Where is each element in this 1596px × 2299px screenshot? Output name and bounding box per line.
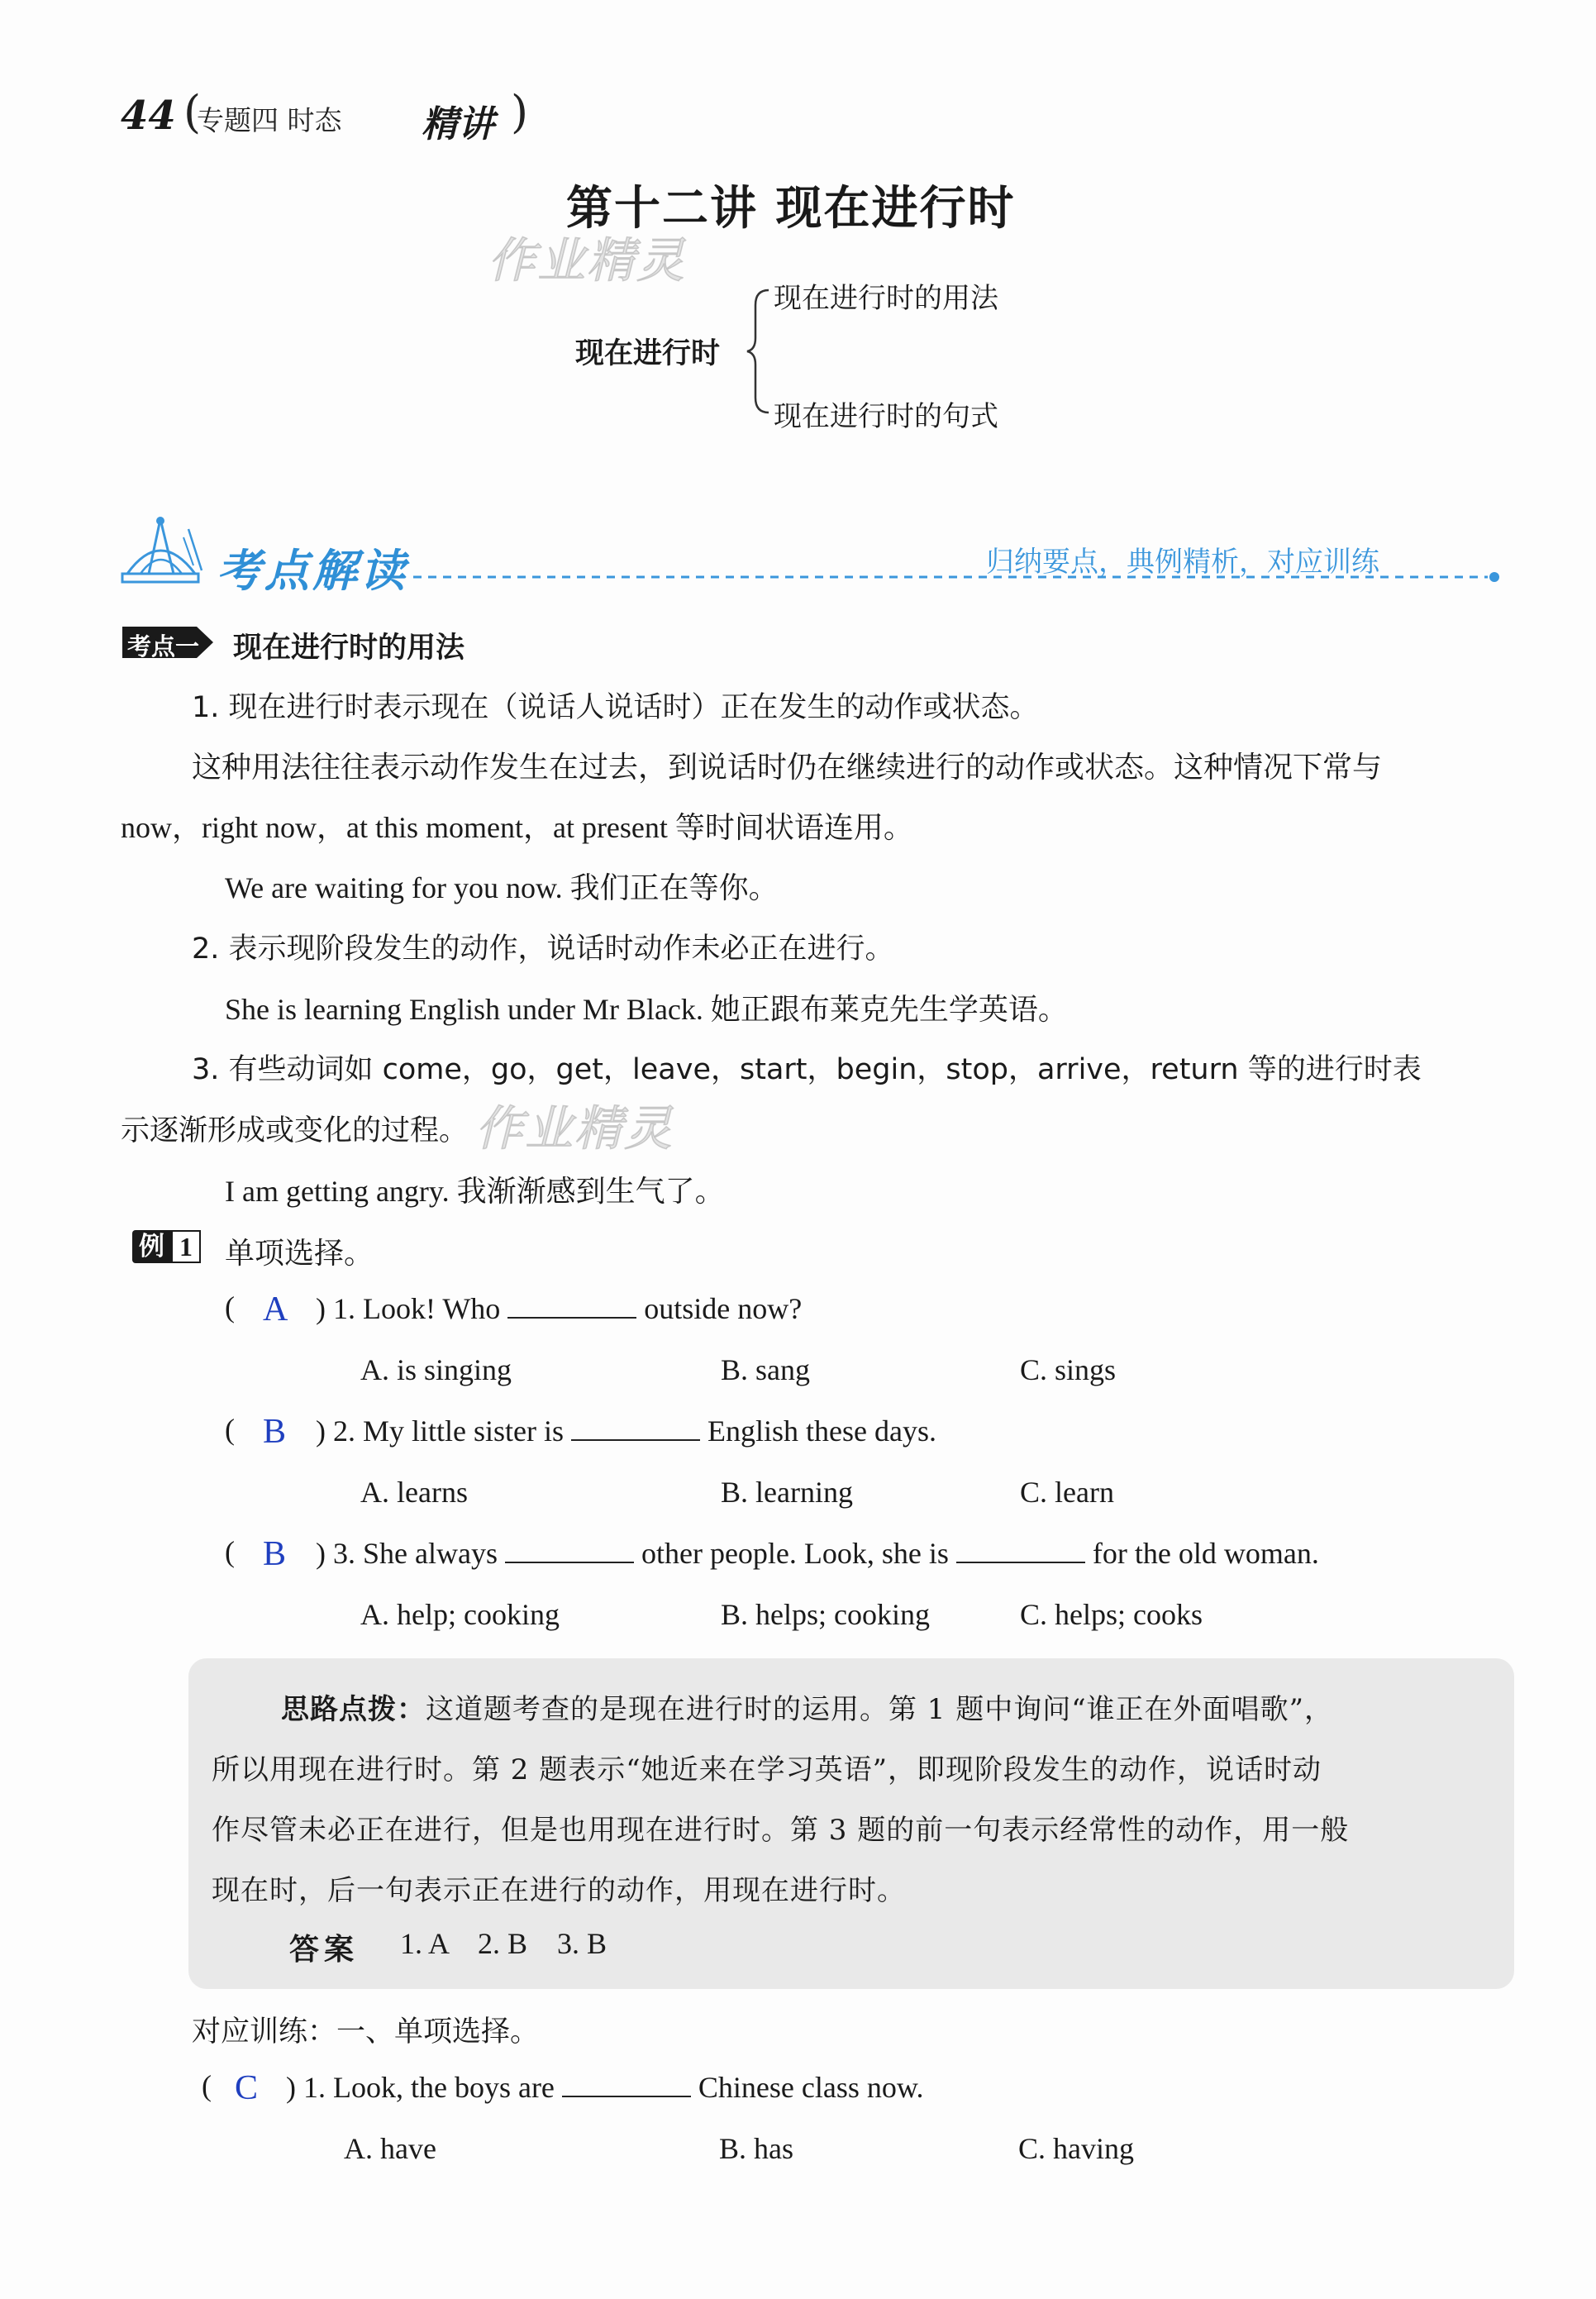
q3-stem-b: other people. Look, she is: [641, 1537, 949, 1570]
example-badge-word: 例: [132, 1230, 171, 1263]
q1-blank: [507, 1292, 636, 1319]
usage-point-3-example: I am getting angry. 我渐渐感到生气了。: [225, 1175, 725, 1208]
hint-answer-label: 答案: [289, 1933, 360, 1967]
hint-answers: 1. A 2. B 3. B: [400, 1927, 607, 1960]
mind-map-root: 现在进行时: [575, 337, 721, 370]
p1-option-b: B. has: [719, 2132, 793, 2165]
q2-stem: [316, 1414, 936, 1448]
q2-answer: B: [263, 1413, 287, 1451]
p1-paren: (: [202, 2069, 212, 2102]
usage-point-1-example: We are waiting for you now. 我们正在等你。: [225, 871, 779, 904]
usage-point-1-explanation-line2: now，right now，at this moment，at present 等时间状语连用。: [121, 811, 913, 844]
p1-option-a: A. have: [344, 2132, 436, 2165]
usage-point-2: 2. 表示现阶段发生的动作，说话时动作未必正在进行。: [192, 932, 894, 966]
section-dashed-rule: [413, 570, 1504, 584]
hint-line-2: 所以用现在进行时。第 2 题表示“她近来在学习英语”，即现阶段发生的动作，说话时动: [212, 1753, 1322, 1786]
usage-point-1: 1. 现在进行时表示现在（说话人说话时）正在发生的动作或状态。: [192, 691, 1039, 724]
q3-option-b: B. helps; cooking: [721, 1598, 930, 1631]
q2-stem-a: ) 2. My little sister is: [316, 1414, 564, 1448]
section-title: 考点解读: [217, 545, 408, 597]
q1-answer: A: [263, 1290, 288, 1328]
usage-point-1-explanation-line1: 这种用法往往表示动作发生在过去，到说话时仍在继续进行的动作或状态。这种情况下常与: [192, 751, 1383, 784]
lesson-title: 第十二讲 现在进行时: [566, 182, 1016, 236]
q2-paren: (: [225, 1413, 235, 1446]
header-series: 专题四 时态: [197, 104, 342, 136]
ruler-compass-icon: [116, 513, 207, 589]
q3-blank-1: [505, 1537, 634, 1563]
q2-option-a: A. learns: [360, 1476, 468, 1509]
mind-map-branch-sentence: 现在进行时的句式: [774, 400, 998, 433]
q3-option-a: A. help; cooking: [360, 1598, 560, 1631]
hint-label: 思路点拨：: [281, 1693, 426, 1726]
header-paren-open: (: [183, 86, 202, 138]
example-badge-number: 1: [171, 1230, 201, 1263]
p1-option-c: C. having: [1018, 2132, 1134, 2165]
p1-stem: [286, 2070, 924, 2105]
practice-heading: 对应训练：一、单项选择。: [192, 2015, 540, 2049]
q3-stem: [316, 1536, 1319, 1571]
p1-stem-a: ) 1. Look, the boys are: [286, 2071, 555, 2104]
hint-line-4: 现在时，后一句表示正在进行的动作，用现在进行时。: [212, 1874, 906, 1907]
q1-option-b: B. sang: [721, 1353, 810, 1386]
usage-point-3-line2: 示逐渐形成或变化的过程。: [121, 1114, 469, 1147]
mind-map-branch-usage: 现在进行时的用法: [774, 282, 998, 315]
example-instruction: 单项选择。: [225, 1237, 374, 1271]
example-badge: [132, 1230, 201, 1263]
hint-line-1-text: 这道题考查的是现在进行时的运用。第 1 题中询问“谁正在外面唱歌”，: [426, 1693, 1334, 1726]
q1-stem: [316, 1291, 802, 1326]
q2-stem-b: English these days.: [707, 1414, 936, 1448]
q3-paren: (: [225, 1535, 235, 1568]
q1-option-a: A. is singing: [360, 1353, 512, 1386]
q3-stem-c: for the old woman.: [1092, 1537, 1319, 1570]
q1-paren: (: [225, 1290, 235, 1324]
hint-line-3: 作尽管未必正在进行，但是也用现在进行时。第 3 题的前一句表示经常性的动作，用一般: [212, 1814, 1350, 1847]
p1-stem-b: Chinese class now.: [698, 2071, 924, 2104]
key-point-heading: 现在进行时的用法: [233, 632, 465, 665]
key-point-badge: 考点一: [127, 632, 200, 661]
page-number: 44: [121, 93, 176, 139]
p1-answer: C: [235, 2069, 259, 2107]
p1-blank: [562, 2071, 691, 2097]
usage-point-3-line1: 3. 有些动词如 come，go，get，leave，start，begin，stop，arrive，return 等的进行时表: [192, 1053, 1422, 1086]
header-paren-close: ): [511, 86, 529, 138]
q1-stem-a: ) 1. Look! Who: [316, 1292, 501, 1325]
watermark-2: 作业精灵: [475, 1100, 674, 1157]
q3-option-c: C. helps; cooks: [1020, 1598, 1203, 1631]
q3-blank-2: [956, 1537, 1085, 1563]
hint-line-1: [281, 1686, 1333, 1727]
section-subtitle: 归纳要点，典例精析，对应训练: [986, 546, 1379, 579]
q2-option-c: C. learn: [1020, 1476, 1114, 1509]
header-brand: 精讲: [422, 103, 494, 145]
q1-stem-b: outside now?: [644, 1292, 803, 1325]
q1-option-c: C. sings: [1020, 1353, 1117, 1386]
q2-blank: [571, 1414, 700, 1441]
watermark: 作业精灵: [488, 232, 687, 289]
mind-map-brace: [744, 285, 774, 417]
q3-answer: B: [263, 1535, 287, 1573]
usage-point-2-example: She is learning English under Mr Black. 她正跟布莱克先生学英语。: [225, 993, 1068, 1026]
q3-stem-a: ) 3. She always: [316, 1537, 498, 1570]
q2-option-b: B. learning: [721, 1476, 853, 1509]
